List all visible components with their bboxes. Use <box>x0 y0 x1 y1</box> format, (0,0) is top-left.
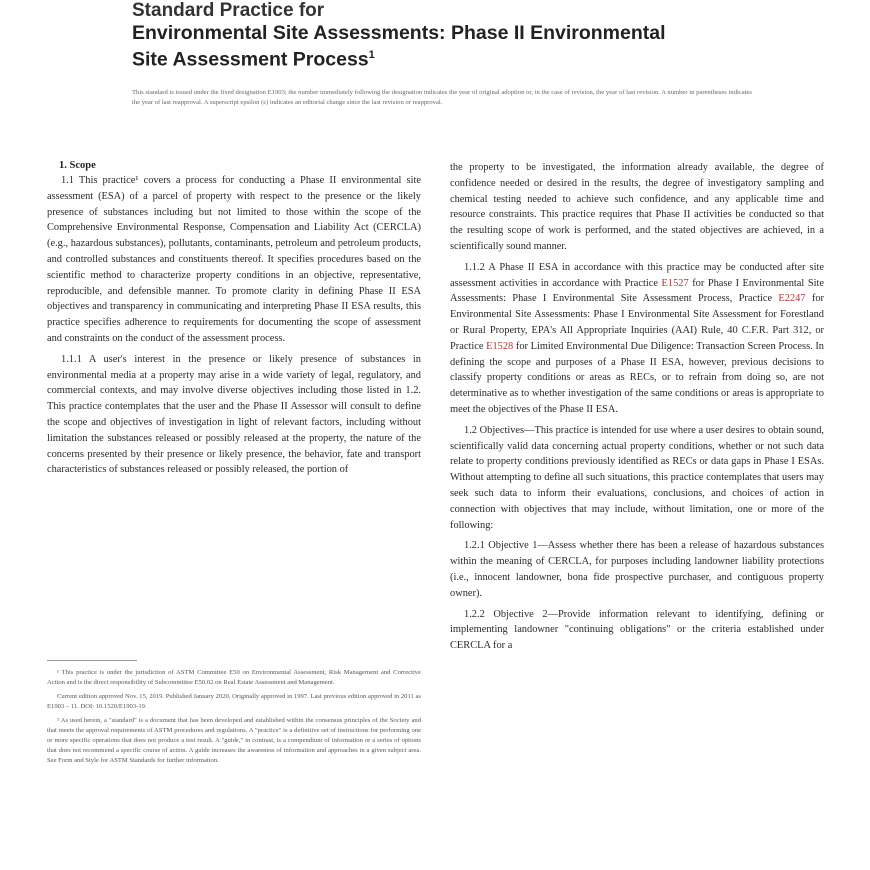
section-heading-scope: 1. Scope <box>59 160 96 171</box>
footnote-1: ¹ This practice is under the jurisdiction of ASTM Committee E50 on Environmental Assessment, Risk Management and Corrective Action and is the direct responsibility of Subcommittee E50.02 on Real Estate Assessment and Management. <box>47 669 421 686</box>
reference-link-e1528[interactable]: E1528 <box>486 340 514 352</box>
footnote-rule <box>47 660 137 661</box>
paragraph-1-2-1: 1.2.1 Objective 1—Assess whether there has been a release of hazardous substances within the meaning of CERCLA, for purposes including landowner liability protections (i.e., innocent landowner, bona fide prospective purchaser, and contiguous property owner). <box>450 540 824 599</box>
right-column <box>450 160 824 659</box>
reference-link-e2247[interactable]: E2247 <box>778 293 806 305</box>
text-segment: for Environmental Site Assessments: Phase I Environmental Site Assessment for Forestland or Rural Property, EPA's All Appropriate Inquiries (AAI) Rule, 40 C.F.R. Part 312, or Practice <box>450 293 824 352</box>
title-line-1: Standard Practice for <box>132 0 325 21</box>
title-line-3-text: Site Assessment Process <box>132 48 369 71</box>
text-segment: for Phase I Environmental Site Assessments: Phase I Environmental Site Assessment Process, Practice <box>450 277 824 305</box>
paragraph-1-2: 1.2 Objectives—This practice is intended for use where a user desires to obtain sound, scientifically valid data concerning actual property conditions, whether or not such data relate to property conditions previously identified as RECs or data gaps in Phase I ESAs. Without attempting to define all such situations, this practice contemplates that users may seek such data to inform their evaluations, conclusions, and choices of action in connection with objectives that may include, without limitation, one or more of the following: <box>450 424 824 531</box>
issuance-note: This standard is issued under the fixed designation E1903; the number immediately following the designation indicates the year of original adoption or, in the case of revision, the year of last revision. A number in parentheses indicates the year of last reapproval. A superscript epsilon (ε) indicates an editorial change since the last revision or reapproval. <box>132 89 752 106</box>
title-line-3 <box>132 44 792 71</box>
paragraph-1-1-2 <box>450 260 824 418</box>
footnotes <box>47 668 421 770</box>
paragraph-1-1: 1.1 This practice¹ covers a process for conducting a Phase II environmental site assessment (ESA) of a parcel of property with respect to the presence or the likely presence of substances including but not limited to those within the scope of the Comprehensive Environmental Response, Compensation and Liability Act (CERCLA) (e.g., hazardous substances), pollutants, contaminants, petroleum and petroleum products, and controlled substances and constituents thereof. It specifies procedures based on the scientific method to characterize property conditions in an objective, representative, reproducible, and defensible manner. To promote clarity in defining Phase II ESA objectives and transparency in communicating and interpreting Phase II ESA results, this practice specifies adherence to requirements for documenting the scope of assessment and constraints on the conduct of the assessment process. <box>47 175 421 344</box>
footnote-edition: Current edition approved Nov. 15, 2019. Published January 2020. Originally approved in 1997. Last previous edition approved in 2011 as E1903 – 11. DOI: 10.1520/E1903-19. <box>47 693 421 710</box>
footnote-2: ² As used herein, a "standard" is a document that has been developed and established within the consensus principles of the Society and that meets the approval requirements of ASTM procedures and regulations. A "practice" is a definitive set of instructions for performing one or more specific operations that does not produce a test result. A "guide," in contrast, is a compendium of information or a series of options that does not recommend a specific course of action. A guide increases the awareness of information and approaches in a given subject area. See Form and Style for ASTM Standards for further information. <box>47 717 421 764</box>
text-segment: for Limited Environmental Due Diligence: Transaction Screen Process. In defining the scope and purposes of a Phase II ESA, however, previous decisions to classify property conditions or areas as RECs, or to refrain from doing so, are not determinative as to whether investigation of the same conditions or areas is appropriate to meet the objectives of the Phase II ESA. <box>450 340 824 415</box>
reference-link-e1527[interactable]: E1527 <box>661 277 689 289</box>
text-segment: 1.1.2 A Phase II ESA in accordance with this practice may be conducted after site assessment activities in accordance with Practice <box>450 261 824 289</box>
document-title <box>132 0 792 71</box>
left-column <box>47 160 421 483</box>
title-line-2: Environmental Site Assessments: Phase II Environmental <box>132 22 666 44</box>
paragraph-1-2-2: 1.2.2 Objective 2—Provide information relevant to identifying, defining or implementing landowner "continuing obligations" or the criteria established under CERCLA for a <box>450 608 824 652</box>
paragraph-1-1-1: 1.1.1 A user's interest in the presence or likely presence of substances in environmental media at a property may arise in a wide variety of legal, regulatory, and commercial contexts, and may involve diverse objectives including those listed in 1.2. This practice contemplates that the user and the Phase II Assessor will consult to define the scope and objectives of investigation in light of relevant factors, including without limitation the substances released or possibly released at the property, the nature of the concerns presented by their presence or likely presence, the behavior, fate and transport characteristics of substances released or possibly released, the portion of <box>47 353 421 476</box>
paragraph-continued: the property to be investigated, the information already available, the degree of confidence needed or desired in the results, the degree of investigatory sampling and chemical testing needed to achieve such confidence, and any applicable time and resource constraints. This practice requires that Phase II activities be conducted so that the resulting scope of work is performed, and the stated objectives are achieved, in a scientifically sound manner. <box>450 162 824 252</box>
title-footnote-marker: 1 <box>368 49 375 61</box>
